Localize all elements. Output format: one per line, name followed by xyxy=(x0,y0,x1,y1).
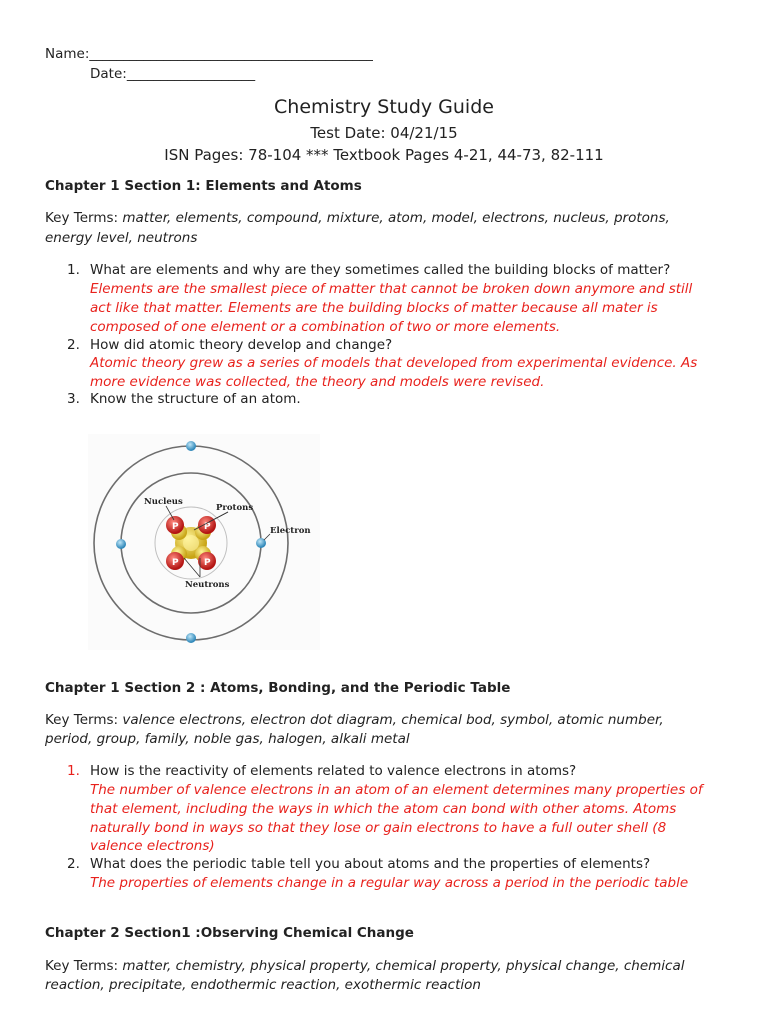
section-3-key-terms-cont xyxy=(45,977,481,993)
answer: more evidence was collected, the theory and models were revised. xyxy=(90,374,545,390)
atom-diagram xyxy=(88,434,320,650)
answer: act like that matter. Elements are the building blocks of matter because all mater is xyxy=(90,300,658,316)
key-terms-label: Key Terms: xyxy=(45,210,123,226)
answer: valence electrons) xyxy=(90,838,215,854)
name-label: Name: xyxy=(45,46,90,62)
key-terms-list: matter, elements, compound, mixture, atom, model, electrons, nucleus, protons, xyxy=(122,210,670,226)
neutrons-label: Neutrons xyxy=(185,580,230,590)
key-terms-list-cont: reaction, precipitate, endothermic reaction, exothermic reaction xyxy=(45,977,481,993)
proton-label: P xyxy=(172,558,179,568)
answer: The properties of elements change in a regular way across a period in the periodic table xyxy=(90,875,689,891)
key-terms-list-cont: energy level, neutrons xyxy=(45,230,198,246)
section-2-heading: Chapter 1 Section 2 : Atoms, Bonding, and the Periodic Table xyxy=(45,680,511,696)
question: Know the structure of an atom. xyxy=(90,391,301,407)
section-1-key-terms-cont xyxy=(45,230,197,246)
nucleus-label: Nucleus xyxy=(144,497,183,507)
question: What are elements and why are they sometimes called the building blocks of matter? xyxy=(90,262,671,278)
name-line: __________________________________________ xyxy=(89,46,373,62)
q-number: 1. xyxy=(67,262,80,278)
key-terms-list: valence electrons, electron dot diagram, chemical bod, symbol, atomic number, xyxy=(122,712,664,728)
proton-label: P xyxy=(204,558,211,568)
section-2-key-terms xyxy=(45,712,664,728)
answer: Atomic theory grew as a series of models that developed from experimental evidence. As xyxy=(90,355,698,371)
section-3-key-terms xyxy=(45,958,685,974)
key-terms-label: Key Terms: xyxy=(45,958,123,974)
answer: Elements are the smallest piece of matter that cannot be broken down anymore and still xyxy=(90,281,693,297)
section-1-heading: Chapter 1 Section 1: Elements and Atoms xyxy=(45,178,362,194)
section-2-key-terms-cont xyxy=(45,731,410,747)
q-number: 2. xyxy=(67,337,80,353)
answer: The number of valence electrons in an atom of an element determines many properties of xyxy=(90,782,703,798)
q-number: 3. xyxy=(67,391,80,407)
question: What does the periodic table tell you about atoms and the properties of elements? xyxy=(90,856,651,872)
page-title: Chemistry Study Guide xyxy=(274,96,494,118)
key-terms-list-cont: period, group, family, noble gas, halogen, alkali metal xyxy=(45,731,410,747)
question: How is the reactivity of elements related to valence electrons in atoms? xyxy=(90,763,577,779)
electron-top xyxy=(186,441,196,451)
q-number: 2. xyxy=(67,856,80,872)
date-field xyxy=(90,66,255,82)
date-label: Date: xyxy=(90,66,127,82)
answer: composed of one element or a combination of two or more elements. xyxy=(90,319,561,335)
pages-line: ISN Pages: 78-104 *** Textbook Pages 4-21, 44-73, 82-111 xyxy=(164,146,604,164)
proton-label: P xyxy=(204,522,211,532)
electron-label: Electron xyxy=(270,526,311,536)
protons-label: Protons xyxy=(216,503,254,513)
q-number: 1. xyxy=(67,763,80,779)
section-3-heading: Chapter 2 Section1 :Observing Chemical Change xyxy=(45,925,414,941)
section-1-key-terms xyxy=(45,210,670,226)
electron-bottom xyxy=(186,633,196,643)
answer: that element, including the ways in which the atom can bond with other atoms. Atoms xyxy=(90,801,677,817)
question: How did atomic theory develop and change? xyxy=(90,337,393,353)
answer: naturally bond in ways so that they lose or gain electrons to have a full outer shell (8 xyxy=(90,820,667,836)
key-terms-label: Key Terms: xyxy=(45,712,123,728)
name-field xyxy=(45,46,373,62)
proton-label: P xyxy=(172,522,179,532)
electron-left xyxy=(116,539,126,549)
test-date: Test Date: 04/21/15 xyxy=(310,124,458,142)
date-line: ___________________ xyxy=(126,66,256,82)
key-terms-list: matter, chemistry, physical property, chemical property, physical change, chemical xyxy=(122,958,685,974)
